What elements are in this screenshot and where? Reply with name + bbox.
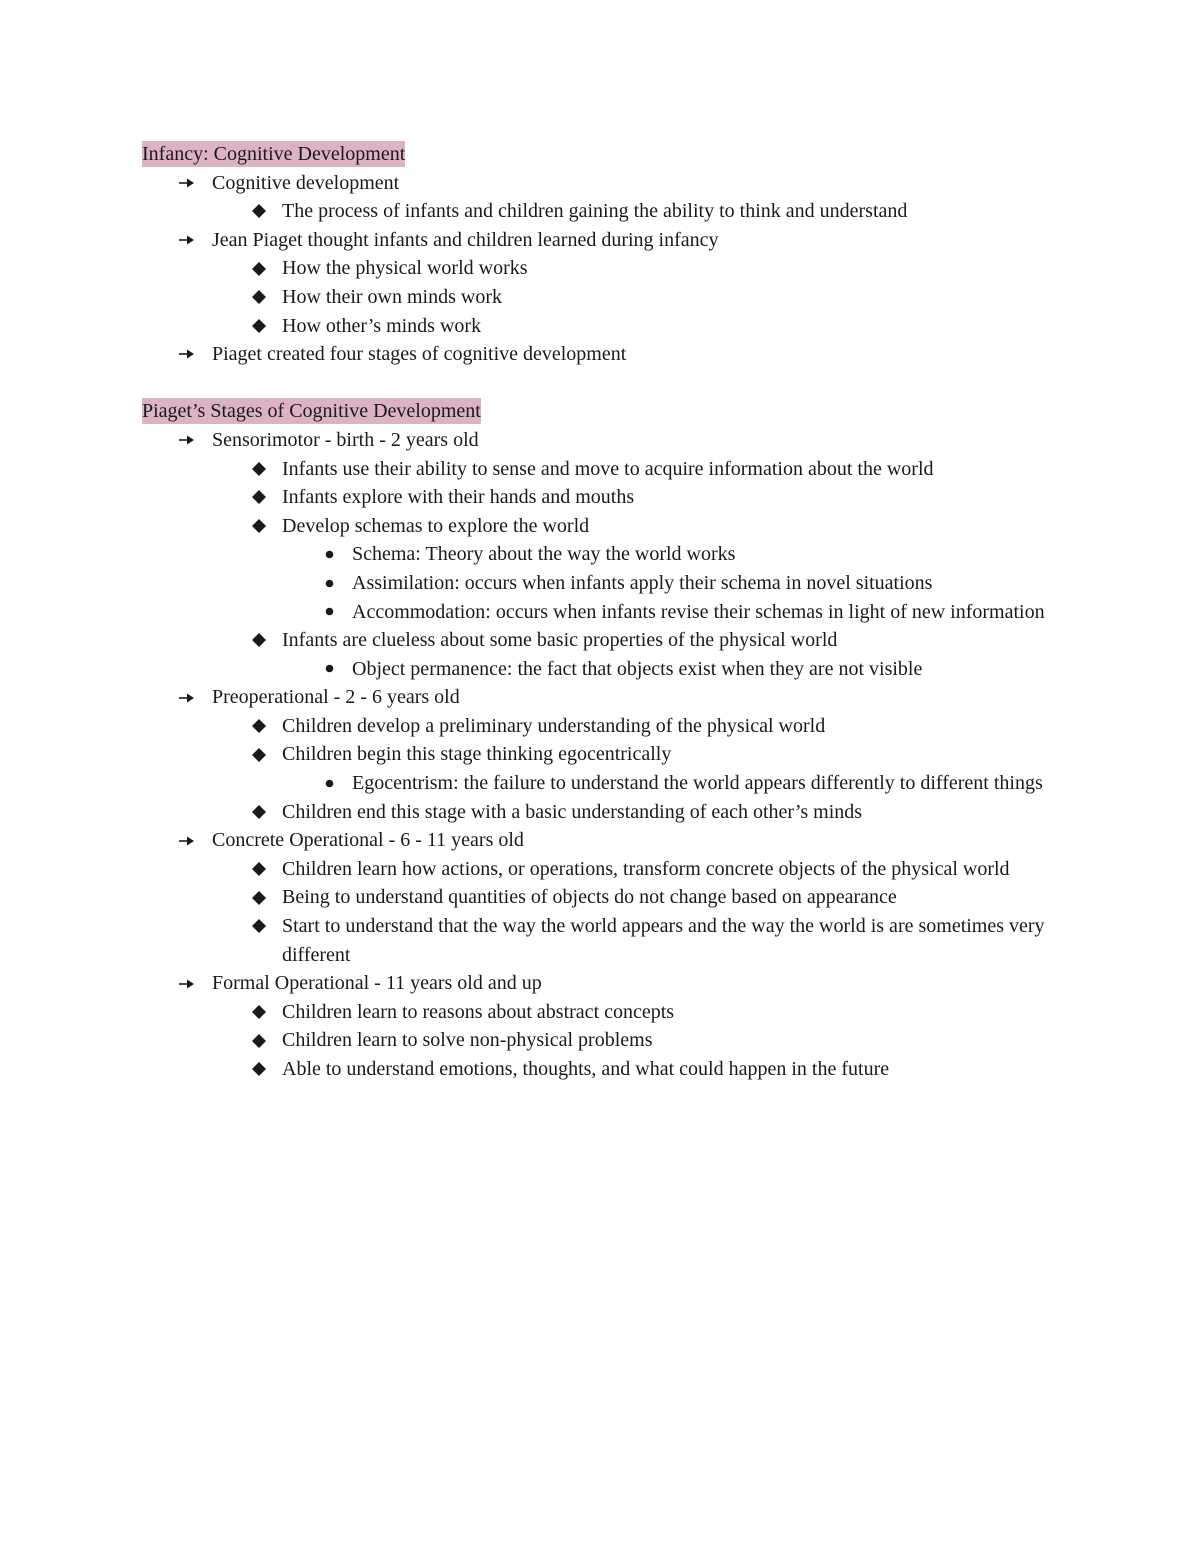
list-item-text: Start to understand that the way the world appears and the way the world is are sometimes very different: [282, 915, 1045, 966]
arrow-right-icon: [176, 969, 198, 998]
list-item-text: How their own minds work: [282, 285, 502, 308]
list-item-level2: [142, 740, 1062, 769]
list-item-text: Being to understand quantities of objects do not change based on appearance: [282, 886, 897, 909]
list-item-level1: [142, 969, 1062, 998]
diamond-icon: [248, 912, 270, 941]
arrow-right-icon: [176, 340, 198, 369]
list-item-level1: [142, 826, 1062, 855]
list-item-text: Able to understand emotions, thoughts, and what could happen in the future: [282, 1058, 890, 1080]
list-item-text: Concrete Operational - 6 - 11 years old: [212, 829, 524, 852]
list-item-level1: [142, 226, 1062, 255]
list-item-text: Children begin this stage thinking egocentrically: [282, 743, 672, 766]
diamond-icon: [248, 1026, 270, 1055]
list-item-text: Infants explore with their hands and mouths: [282, 486, 635, 509]
diamond-icon: [248, 254, 270, 283]
dot-icon: [318, 598, 340, 627]
list-item-level2: [142, 798, 1062, 827]
list-item-level2: [142, 626, 1062, 655]
diamond-icon: [248, 998, 270, 1027]
diamond-icon: [248, 740, 270, 769]
list-item-text: Formal Operational - 11 years old and up: [212, 972, 542, 995]
list-item-level2: [142, 1055, 1062, 1084]
diamond-icon: [248, 197, 270, 226]
list-item-level2: [142, 998, 1062, 1027]
list-item-level2: [142, 855, 1062, 884]
list-item-text: Children learn how actions, or operations, transform concrete objects of the physical world: [282, 857, 1010, 880]
list-item-text: Assimilation: occurs when infants apply their schema in novel situations: [352, 571, 933, 594]
list-item-level2: [142, 197, 1062, 226]
document-page: [142, 140, 1062, 1084]
list-item-text: Schema: Theory about the way the world works: [352, 543, 736, 566]
diamond-icon: [248, 483, 270, 512]
section-spacer: [142, 369, 1062, 398]
list-item-text: Piaget created four stages of cognitive development: [212, 343, 627, 366]
list-item-level2: [142, 254, 1062, 283]
list-item-level2: [142, 483, 1062, 512]
list-item-level1: [142, 340, 1062, 369]
list-item-text: Preoperational - 2 - 6 years old: [212, 686, 460, 709]
list-item-level2: [142, 455, 1062, 484]
list-item-level1: [142, 169, 1062, 198]
dot-icon: [318, 540, 340, 569]
arrow-right-icon: [176, 169, 198, 198]
list-item-level2: [142, 312, 1062, 341]
list-item-level2: [142, 283, 1062, 312]
list-item-text: Children learn to solve non-physical problems: [282, 1029, 653, 1052]
section-heading-line: [142, 140, 1062, 169]
arrow-right-icon: [176, 826, 198, 855]
list-item-level2: [142, 712, 1062, 741]
diamond-icon: [248, 626, 270, 655]
list-item-text: Accommodation: occurs when infants revise their schemas in light of new information: [352, 600, 1045, 623]
list-item-level2: [142, 1026, 1062, 1055]
list-item-text: Cognitive development: [212, 171, 400, 194]
arrow-right-icon: [176, 226, 198, 255]
dot-icon: [318, 569, 340, 598]
diamond-icon: [248, 798, 270, 827]
list-item-text: How the physical world works: [282, 257, 528, 280]
list-item-text: Sensorimotor - birth - 2 years old: [212, 428, 479, 451]
notes-content: [142, 140, 1062, 1084]
diamond-icon: [248, 855, 270, 884]
diamond-icon: [248, 283, 270, 312]
list-item-level2: [142, 912, 1062, 969]
diamond-icon: [248, 1055, 270, 1084]
list-item-level3: [142, 769, 1062, 798]
list-item-level2: [142, 883, 1062, 912]
list-item-text: Children learn to reasons about abstract concepts: [282, 1000, 675, 1023]
list-item-level1: [142, 683, 1062, 712]
section-heading: Piaget’s Stages of Cognitive Development: [142, 400, 481, 423]
list-item-text: The process of infants and children gaining the ability to think and understand: [282, 200, 908, 223]
list-item-text: How other’s minds work: [282, 314, 482, 337]
list-item-level1: [142, 426, 1062, 455]
list-item-text: Jean Piaget thought infants and children learned during infancy: [212, 228, 719, 251]
dot-icon: [318, 769, 340, 798]
dot-icon: [318, 655, 340, 684]
diamond-icon: [248, 455, 270, 484]
diamond-icon: [248, 883, 270, 912]
list-item-level2: [142, 512, 1062, 541]
diamond-icon: [248, 712, 270, 741]
list-item-text: Develop schemas to explore the world: [282, 514, 590, 537]
list-item-text: Egocentrism: the failure to understand the world appears differently to different things: [352, 772, 1043, 795]
list-item-level3: [142, 598, 1062, 627]
list-item-level3: [142, 569, 1062, 598]
arrow-right-icon: [176, 426, 198, 455]
list-item-text: Children end this stage with a basic understanding of each other’s minds: [282, 800, 863, 823]
section-heading: Infancy: Cognitive Development: [142, 143, 406, 165]
list-item-text: Infants are clueless about some basic properties of the physical world: [282, 629, 838, 652]
diamond-icon: [248, 512, 270, 541]
list-item-text: Infants use their ability to sense and move to acquire information about the world: [282, 457, 934, 480]
section-heading-line: [142, 397, 1062, 426]
diamond-icon: [248, 312, 270, 341]
list-item-level3: [142, 540, 1062, 569]
list-item-level3: [142, 655, 1062, 684]
arrow-right-icon: [176, 683, 198, 712]
list-item-text: Object permanence: the fact that objects exist when they are not visible: [352, 657, 923, 680]
list-item-text: Children develop a preliminary understanding of the physical world: [282, 714, 826, 737]
